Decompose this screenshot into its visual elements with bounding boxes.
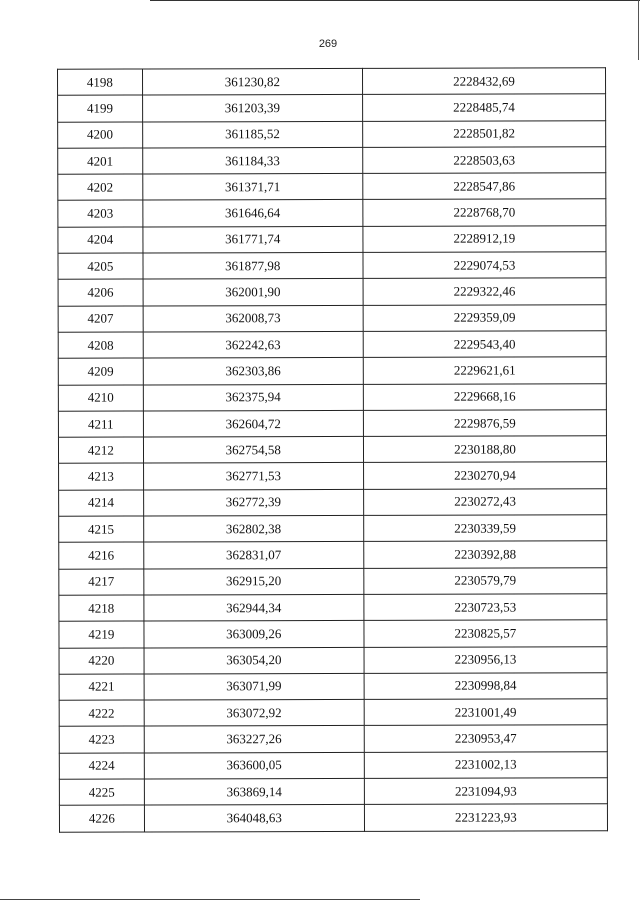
x-coordinate-cell: 363054,20 xyxy=(144,647,364,674)
coordinates-table xyxy=(57,67,608,832)
x-coordinate-cell: 361230,82 xyxy=(142,68,362,95)
point-number-cell: 4200 xyxy=(58,122,143,149)
y-coordinate-cell: 2229543,40 xyxy=(363,331,606,358)
table-row xyxy=(59,725,607,753)
point-number-cell: 4213 xyxy=(59,463,144,490)
point-number-cell: 4211 xyxy=(58,411,143,438)
x-coordinate-cell: 362831,07 xyxy=(143,542,363,569)
table-row xyxy=(58,147,606,175)
scan-edge-line xyxy=(0,899,420,900)
point-number-cell: 4210 xyxy=(58,385,143,412)
x-coordinate-cell: 363869,14 xyxy=(144,778,364,805)
point-number-cell: 4205 xyxy=(58,253,143,280)
x-coordinate-cell: 362008,73 xyxy=(143,305,363,332)
point-number-cell: 4225 xyxy=(59,779,144,806)
y-coordinate-cell: 2228503,63 xyxy=(363,147,606,174)
point-number-cell: 4208 xyxy=(58,332,143,359)
y-coordinate-cell: 2228501,82 xyxy=(363,120,606,147)
point-number-cell: 4219 xyxy=(59,621,144,648)
point-number-cell: 4223 xyxy=(59,726,144,753)
table-row xyxy=(58,199,606,227)
table-row xyxy=(59,752,607,780)
point-number-cell: 4222 xyxy=(59,700,144,727)
table-row xyxy=(58,252,606,280)
x-coordinate-cell: 361203,39 xyxy=(142,95,362,122)
x-coordinate-cell: 362944,34 xyxy=(144,594,364,621)
y-coordinate-cell: 2231002,13 xyxy=(364,752,607,779)
y-coordinate-cell: 2230339,59 xyxy=(364,515,607,542)
y-coordinate-cell: 2228547,86 xyxy=(363,173,606,200)
table-row xyxy=(58,226,606,254)
point-number-cell: 4221 xyxy=(59,674,144,701)
point-number-cell: 4214 xyxy=(59,490,144,517)
y-coordinate-cell: 2231001,49 xyxy=(364,699,607,726)
x-coordinate-cell: 363600,05 xyxy=(144,752,364,779)
table-row xyxy=(58,278,606,306)
point-number-cell: 4220 xyxy=(59,648,144,675)
point-number-cell: 4206 xyxy=(58,279,143,306)
y-coordinate-cell: 2229876,59 xyxy=(363,410,606,437)
x-coordinate-cell: 363071,99 xyxy=(144,673,364,700)
x-coordinate-cell: 363009,26 xyxy=(144,621,364,648)
page-number: 269 xyxy=(318,38,338,50)
point-number-cell: 4209 xyxy=(58,358,143,385)
x-coordinate-cell: 362604,72 xyxy=(143,410,363,437)
x-coordinate-cell: 361185,52 xyxy=(142,121,362,148)
y-coordinate-cell: 2230579,79 xyxy=(364,567,607,594)
y-coordinate-cell: 2228912,19 xyxy=(363,226,606,253)
x-coordinate-cell: 363227,26 xyxy=(144,726,364,753)
y-coordinate-cell: 2231094,93 xyxy=(364,778,607,805)
y-coordinate-cell: 2228768,70 xyxy=(363,199,606,226)
table-row xyxy=(58,357,606,385)
x-coordinate-cell: 363072,92 xyxy=(144,700,364,727)
table-row xyxy=(58,304,606,332)
point-number-cell: 4215 xyxy=(59,516,144,543)
table-row xyxy=(58,436,606,464)
table-row xyxy=(58,94,606,122)
x-coordinate-cell: 362915,20 xyxy=(144,568,364,595)
point-number-cell: 4204 xyxy=(58,227,143,254)
table-row xyxy=(58,410,606,438)
table-row xyxy=(58,173,606,201)
scan-edge-line xyxy=(150,0,640,1)
x-coordinate-cell: 362772,39 xyxy=(143,489,363,516)
x-coordinate-cell: 361371,71 xyxy=(142,174,362,201)
point-number-cell: 4226 xyxy=(59,805,144,832)
y-coordinate-cell: 2229074,53 xyxy=(363,252,606,279)
table-row xyxy=(59,462,607,490)
scan-edge-line xyxy=(638,0,639,60)
y-coordinate-cell: 2230188,80 xyxy=(363,436,606,463)
point-number-cell: 4202 xyxy=(58,174,143,201)
y-coordinate-cell: 2230723,53 xyxy=(364,594,607,621)
y-coordinate-cell: 2230392,88 xyxy=(364,541,607,568)
x-coordinate-cell: 362242,63 xyxy=(143,331,363,358)
y-coordinate-cell: 2228485,74 xyxy=(362,94,605,121)
table-row xyxy=(59,541,607,569)
x-coordinate-cell: 364048,63 xyxy=(144,805,364,832)
x-coordinate-cell: 361184,33 xyxy=(142,147,362,174)
point-number-cell: 4203 xyxy=(58,200,143,227)
y-coordinate-cell: 2230953,47 xyxy=(364,725,607,752)
table-row xyxy=(59,778,607,806)
table-row xyxy=(59,594,607,622)
y-coordinate-cell: 2229668,16 xyxy=(363,383,606,410)
point-number-cell: 4217 xyxy=(59,569,144,596)
y-coordinate-cell: 2229322,46 xyxy=(363,278,606,305)
x-coordinate-cell: 362001,90 xyxy=(143,279,363,306)
table-body xyxy=(58,68,608,832)
x-coordinate-cell: 362754,58 xyxy=(143,437,363,464)
y-coordinate-cell: 2229359,09 xyxy=(363,304,606,331)
x-coordinate-cell: 361877,98 xyxy=(143,252,363,279)
table-row xyxy=(58,383,606,411)
x-coordinate-cell: 361646,64 xyxy=(143,200,363,227)
x-coordinate-cell: 362771,53 xyxy=(143,463,363,490)
table-row xyxy=(59,804,607,832)
point-number-cell: 4216 xyxy=(59,542,144,569)
point-number-cell: 4201 xyxy=(58,148,143,175)
point-number-cell: 4207 xyxy=(58,306,143,333)
table-row xyxy=(59,515,607,543)
x-coordinate-cell: 362303,86 xyxy=(143,358,363,385)
point-number-cell: 4218 xyxy=(59,595,144,622)
y-coordinate-cell: 2229621,61 xyxy=(363,357,606,384)
x-coordinate-cell: 362375,94 xyxy=(143,384,363,411)
x-coordinate-cell: 361771,74 xyxy=(143,226,363,253)
y-coordinate-cell: 2230956,13 xyxy=(364,646,607,673)
point-number-cell: 4212 xyxy=(58,437,143,464)
point-number-cell: 4199 xyxy=(58,95,143,122)
table-row xyxy=(59,620,607,648)
table-row xyxy=(59,673,607,701)
table-row xyxy=(58,120,606,148)
point-number-cell: 4224 xyxy=(59,753,144,780)
y-coordinate-cell: 2230270,94 xyxy=(363,462,606,489)
y-coordinate-cell: 2228432,69 xyxy=(362,68,605,95)
y-coordinate-cell: 2230825,57 xyxy=(364,620,607,647)
table-row xyxy=(59,489,607,517)
point-number-cell: 4198 xyxy=(58,69,143,96)
y-coordinate-cell: 2230998,84 xyxy=(364,673,607,700)
table-row xyxy=(59,567,607,595)
table-row xyxy=(59,646,607,674)
y-coordinate-cell: 2230272,43 xyxy=(363,489,606,516)
table-row xyxy=(58,331,606,359)
table-row xyxy=(58,68,606,96)
x-coordinate-cell: 362802,38 xyxy=(143,515,363,542)
table-row xyxy=(59,699,607,727)
y-coordinate-cell: 2231223,93 xyxy=(364,804,607,831)
